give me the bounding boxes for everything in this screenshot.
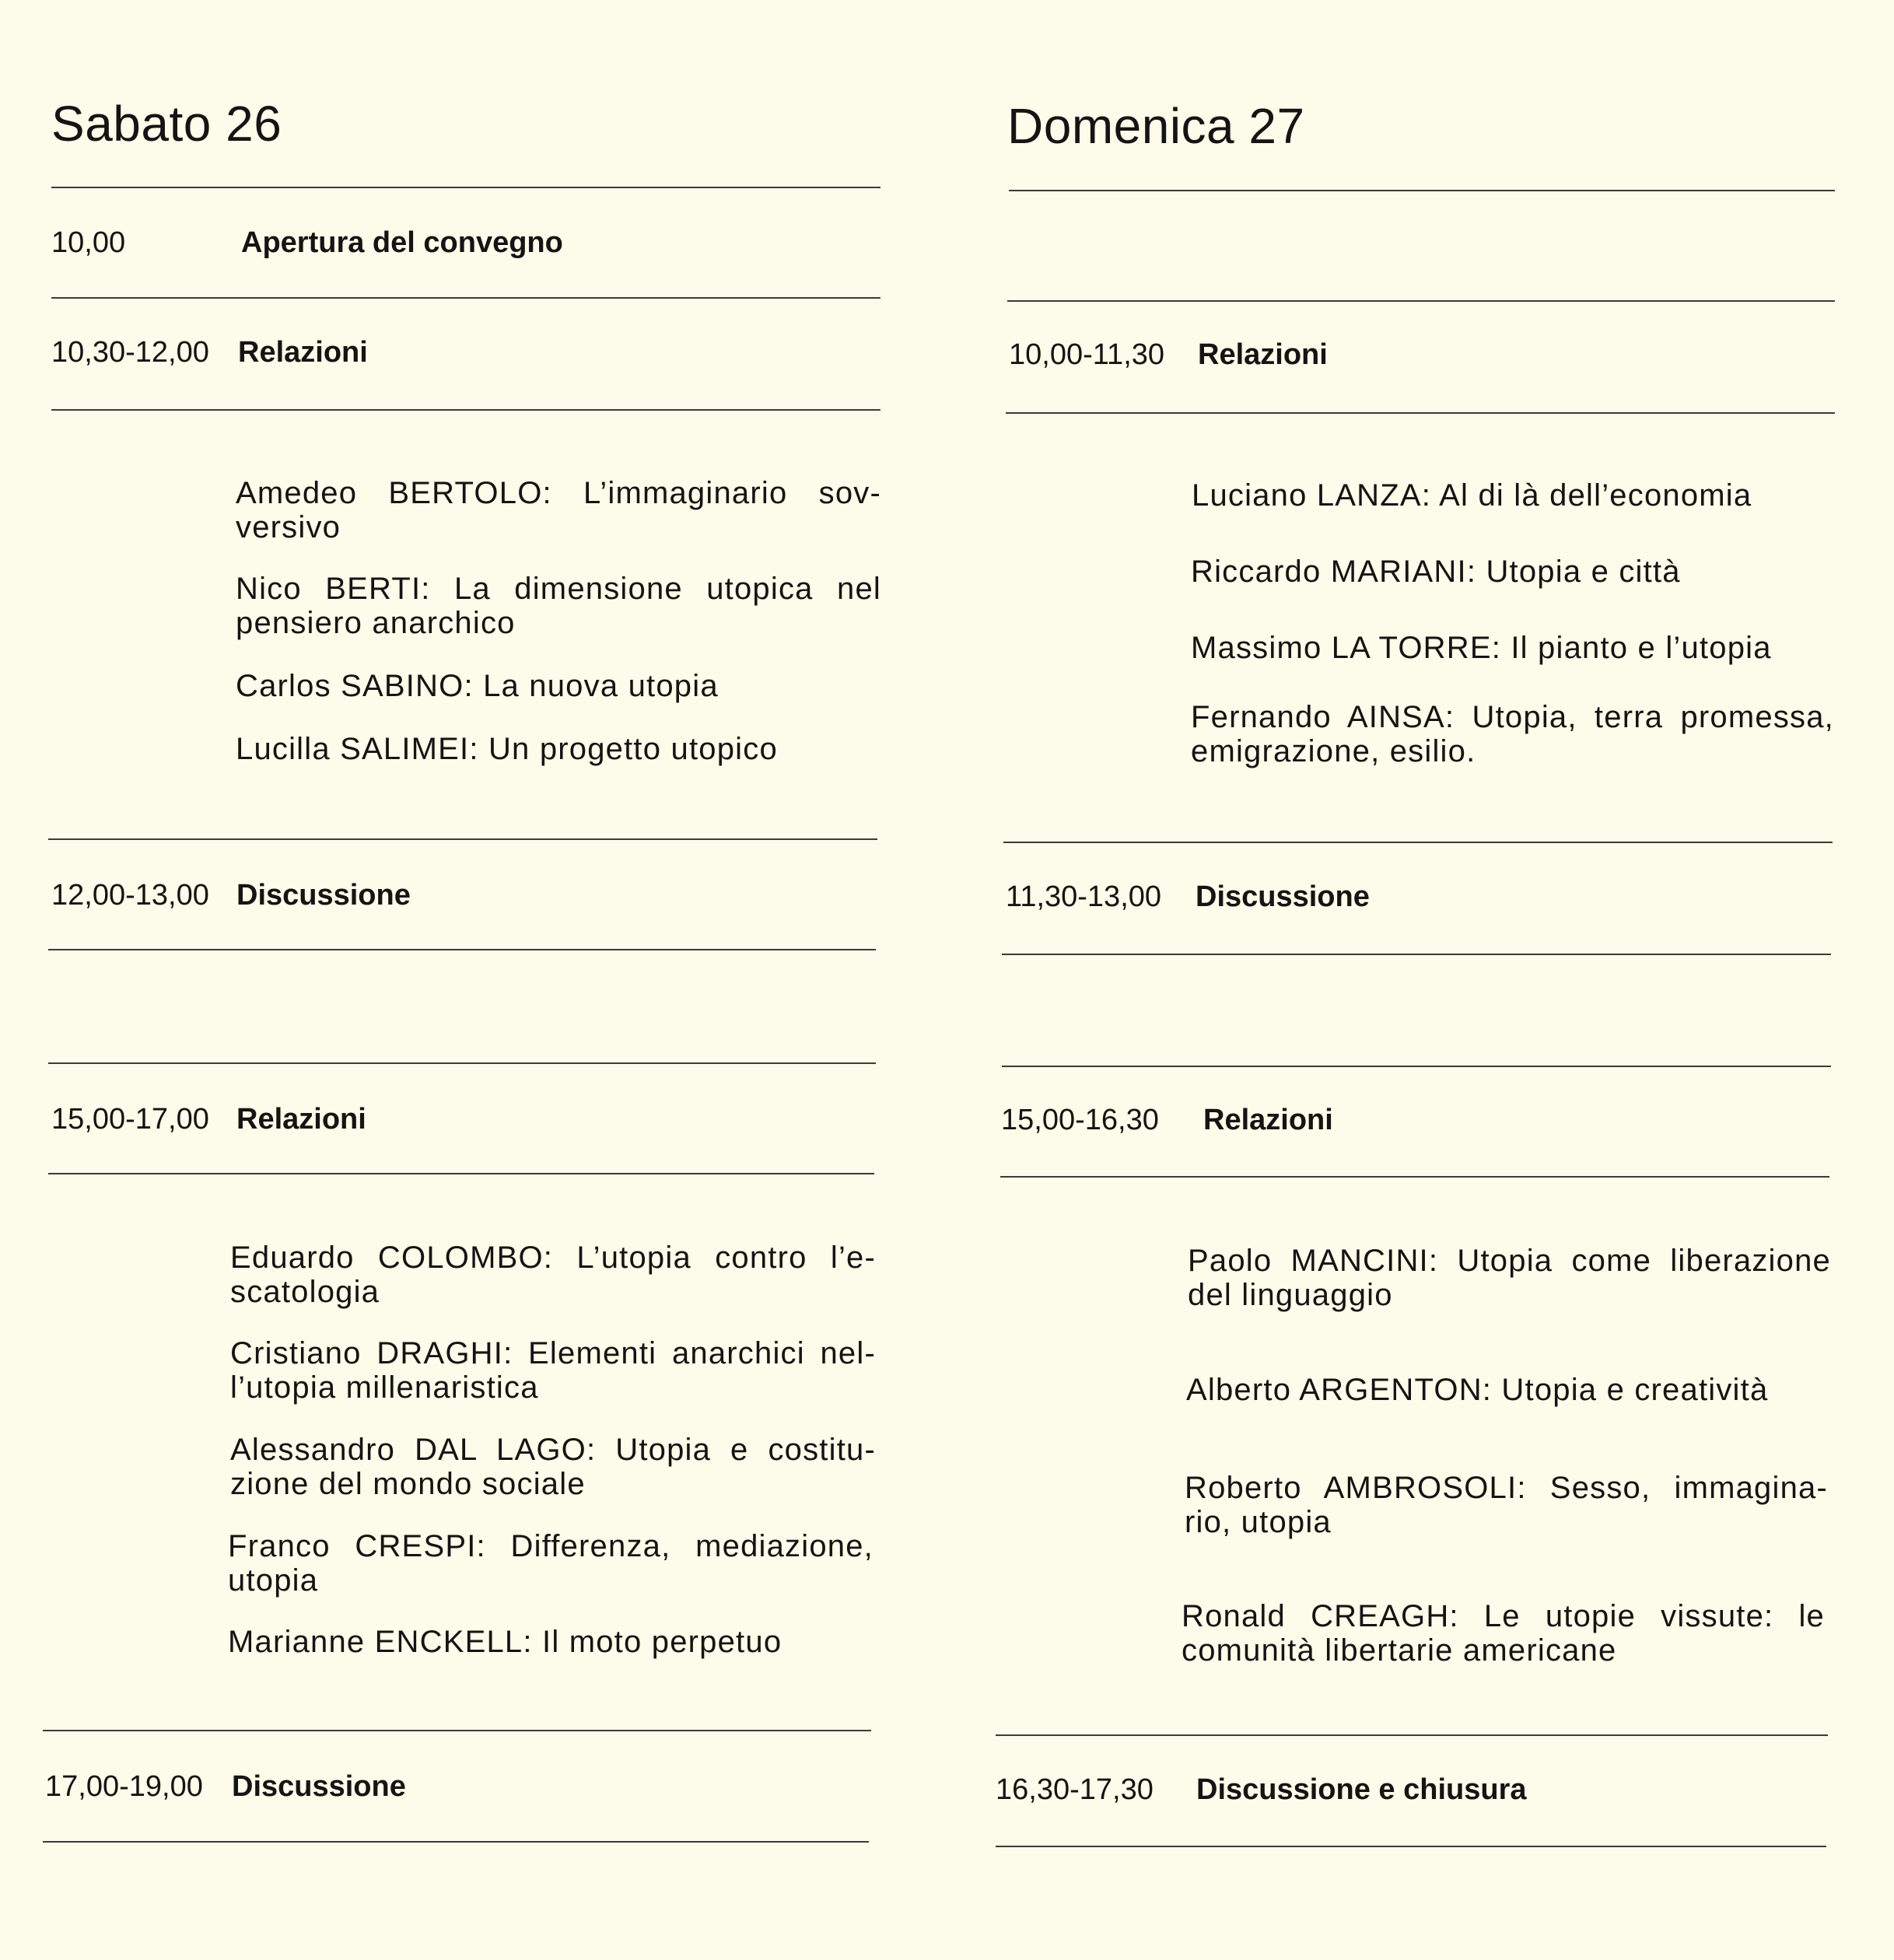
talk-entry: Cristiano DRAGHI: Elementi anarchici nel-l’utopia millenaristica (230, 1336, 876, 1405)
slot-time: 10,30-12,00 (51, 336, 209, 369)
talk-entry: Luciano LANZA: Al di là dell’economia (1192, 478, 1752, 513)
talk-entry: Marianne ENCKELL: Il moto perpetuo (228, 1625, 782, 1659)
slot-label: Relazioni (238, 336, 368, 369)
divider (48, 1062, 876, 1064)
talk-entry: Alberto ARGENTON: Utopia e creatività (1186, 1373, 1769, 1407)
talk-entry: Franco CRESPI: Differenza, mediazione, utopia (228, 1529, 873, 1598)
slot-label: Discussione e chiusura (1196, 1773, 1527, 1806)
divider (1002, 954, 1831, 955)
divider (1003, 842, 1833, 843)
talk-entry: Nico BERTI: La dimensione utopica nel pensiero anarchico (236, 572, 881, 640)
schedule-slot (1001, 1104, 1333, 1136)
divider (1007, 300, 1835, 302)
talk-entry: Fernando AINSA: Utopia, terra promessa, emigrazione, esilio. (1191, 700, 1834, 768)
divider (43, 1730, 871, 1731)
talk-entry: Riccardo MARIANI: Utopia e città (1191, 555, 1681, 589)
divider (51, 187, 880, 188)
divider (48, 949, 876, 950)
slot-label: Discussione (1196, 880, 1370, 913)
schedule-slot (51, 1103, 366, 1136)
talk-entry: Paolo MANCINI: Utopia come liberazione del linguaggio (1188, 1244, 1831, 1312)
slot-label: Relazioni (236, 1103, 366, 1136)
sunday-title: Domenica 27 (1007, 98, 1305, 154)
talk-entry: Eduardo COLOMBO: L’utopia contro l’e-scatologia (230, 1241, 876, 1309)
schedule-slot (51, 336, 368, 369)
slot-label: Discussione (232, 1770, 406, 1803)
divider (48, 1173, 874, 1174)
divider (1009, 190, 1835, 191)
talk-entry: Roberto AMBROSOLI: Sesso, immagina-rio, utopia (1185, 1471, 1828, 1539)
divider (43, 1841, 869, 1843)
slot-time: 16,30-17,30 (996, 1773, 1154, 1806)
divider (1000, 1176, 1829, 1178)
schedule-slot (51, 226, 563, 259)
divider (51, 297, 880, 299)
slot-time: 10,00 (51, 226, 126, 259)
divider (996, 1734, 1828, 1736)
slot-time: 11,30-13,00 (1006, 880, 1162, 913)
slot-time: 15,00-16,30 (1001, 1104, 1159, 1136)
slot-label: Discussione (236, 879, 411, 912)
slot-time: 12,00-13,00 (51, 879, 209, 912)
talk-entry: Alessandro DAL LAGO: Utopia e costitu-zione del mondo sociale (230, 1433, 876, 1501)
talk-entry: Carlos SABINO: La nuova utopia (236, 669, 719, 703)
slot-time: 17,00-19,00 (45, 1770, 203, 1803)
divider (1006, 412, 1835, 414)
divider (1002, 1066, 1831, 1067)
slot-time: 10,00-11,30 (1009, 338, 1165, 371)
schedule-slot (45, 1770, 406, 1803)
talk-entry: Lucilla SALIMEI: Un progetto utopico (236, 732, 778, 766)
talk-entry: Amedeo BERTOLO: L’immaginario sov-versivo (236, 476, 881, 544)
slot-label: Apertura del convegno (241, 226, 563, 259)
schedule-slot (1009, 338, 1328, 371)
slot-label: Relazioni (1203, 1104, 1333, 1136)
saturday-title: Sabato 26 (51, 96, 282, 152)
slot-label: Relazioni (1198, 338, 1328, 371)
schedule-slot (51, 879, 411, 912)
slot-time: 15,00-17,00 (51, 1103, 209, 1136)
schedule-slot (996, 1773, 1527, 1806)
divider (996, 1846, 1826, 1847)
divider (48, 838, 877, 840)
talk-entry: Ronald CREAGH: Le utopie vissute: le comunità libertarie americane (1182, 1599, 1825, 1668)
schedule-slot (1006, 880, 1370, 913)
talk-entry: Massimo LA TORRE: Il pianto e l’utopia (1191, 631, 1772, 665)
divider (51, 409, 880, 411)
